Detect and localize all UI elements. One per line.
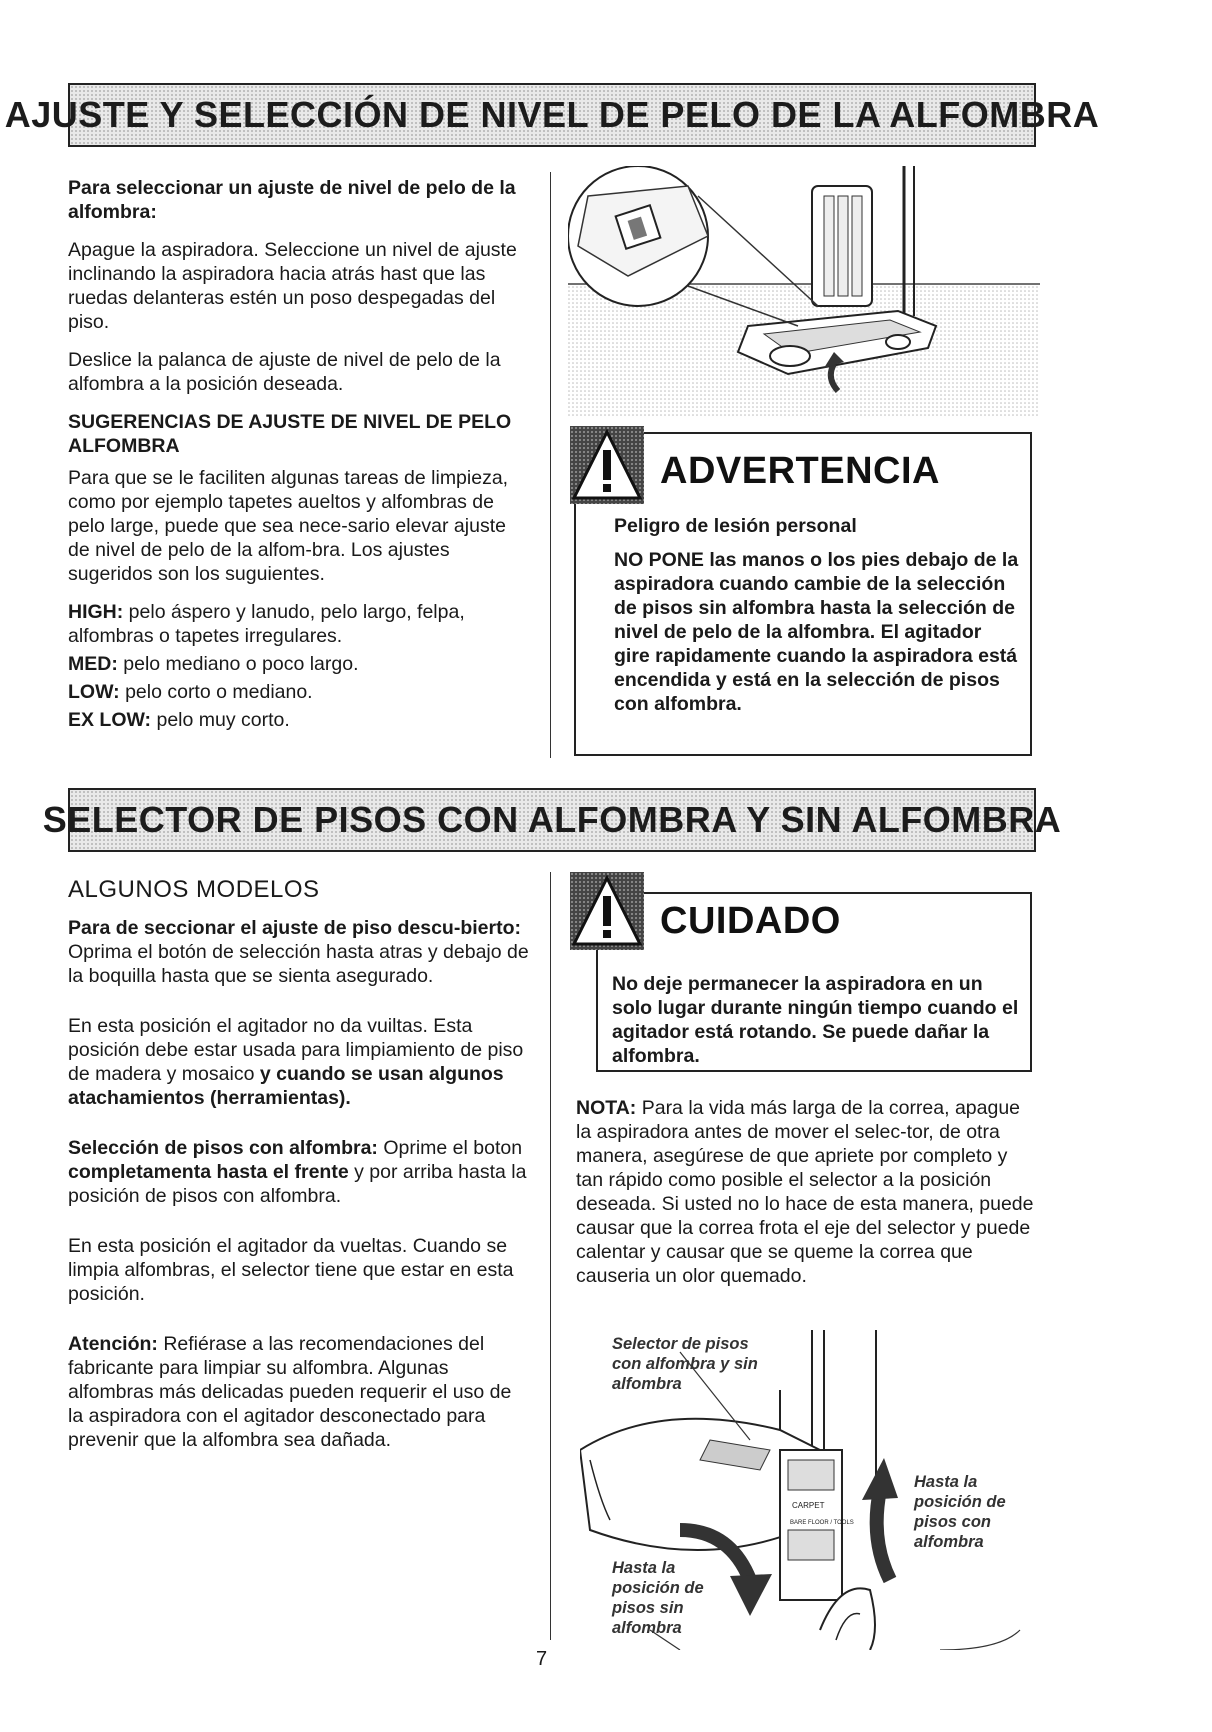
page-number: 7 [536,1648,548,1670]
setting-text: pelo áspero y lanudo, pelo largo, felpa, alfombras o tapetes irregulares. [68,601,465,647]
callout-selector: Selector de pisos con alfombra y sin alfombra [612,1335,758,1393]
callout-to-bare: Hasta la posición de pisos sin alfombra [612,1559,704,1637]
carpet-height-instructions [68,176,530,736]
note-paragraph [576,1096,1038,1302]
warning-subtitle: Peligro de lesión personal [614,515,857,537]
select-heading: Para seleccionar un ajuste de nivel de pelo de la alfombra: [68,177,516,223]
bare-floor-text: Oprima el botón de selección hasta atras y debajo de la boquilla hasta que se sienta asegurado. [68,941,529,987]
setting-label: HIGH: [68,601,124,623]
section-banner-floor-selector [42,788,1062,852]
pedal-bare-label: BARE FLOOR / TOOLS [790,1520,854,1526]
warning-title: ADVERTENCIA [660,450,940,492]
setting-text: pelo mediano o poco largo. [123,653,359,675]
note-label: NOTA: [576,1097,637,1119]
carpet-usage-paragraph: En esta posición el agitador da vueltas. Cuando se limpia alfombras, el selector tiene que estar en esta posición. [68,1235,514,1305]
attention-paragraph [68,1332,530,1452]
note-body: Para la vida más larga de la correa, apague la aspiradora antes de mover el selec-tor, de otra manera, asegúrese de que apriete por completo y tan rápido como posible el selector a la posición deseada. Si usted no lo hace de esta manera, puede causar que la correa frota el eje del selector y puede calentar y causar que se queme la correa que causeria un olor quemado. [576,1097,1034,1287]
floor-selector-instructions [68,876,530,1466]
section-banner-carpet-height [4,83,1100,147]
setting-text: pelo corto o mediano. [125,681,313,703]
setting-text: pelo muy corto. [156,709,290,731]
callout-to-carpet: Hasta la posición de pisos con alfombra [914,1473,1006,1551]
pedal-carpet-label: CARPET [792,1501,825,1510]
column-divider [550,872,551,1640]
column-divider [550,172,551,758]
carpet-select-text: y por arriba hasta la posición de pisos con alfombra. [68,1161,527,1207]
setting-item [68,680,530,704]
carpet-height-illustration [568,166,1040,416]
banner-title: AJUSTE Y SELECCIÓN DE NIVEL DE PELO DE LA ALFOMBRA [4,94,1100,135]
instruction-paragraph: Apague la aspiradora. Seleccione un nivel de ajuste inclinando la aspiradora hacia atrás hast que las ruedas delanteras estén un poso despegadas del piso. [68,239,517,333]
attention-text: Refiérase a las recomendaciones del fabricante para limpiar su alfombra. Algunas alfombras más delicadas pueden requerir el uso de la aspiradora con el agitador desconectado para prevenir que la alfombra sea dañada. [68,1333,512,1451]
carpet-select-text: Oprime el boton [377,1137,523,1159]
setting-item [68,652,530,676]
bare-floor-label: Para de seccionar el ajuste de piso descu-bierto: [68,917,521,939]
setting-label: MED: [68,653,118,675]
caution-title: CUIDADO [660,900,841,942]
setting-label: LOW: [68,681,120,703]
setting-item [68,600,530,648]
warning-icon [570,426,644,504]
warning-text [614,514,1020,722]
models-heading: ALGUNOS MODELOS [68,876,320,903]
instruction-paragraph: Deslice la palanca de ajuste de nivel de pelo de la alfombra a la posición deseada. [68,349,501,395]
banner-title: SELECTOR DE PISOS CON ALFOMBRA Y SIN ALFOMBRA [42,799,1062,840]
bare-floor-usage-paragraph [68,1014,530,1110]
tips-heading: SUGERENCIAS DE AJUSTE DE NIVEL DE PELO ALFOMBRA [68,411,512,457]
usage-emphasis: y cuando se usan algunos atachamientos (herramientas). [68,1063,504,1109]
bare-floor-paragraph [68,916,530,988]
carpet-select-paragraph [68,1136,530,1208]
carpet-select-label: Selección de pisos con alfombra: [68,1137,378,1159]
carpet-select-emphasis: completamenta hasta el frente [68,1161,349,1183]
setting-label: EX LOW: [68,709,152,731]
warning-body: NO PONE las manos o los pies debajo de la aspiradora cuando cambie de la selección de pisos sin alfombra hasta la selección de nivel de pelo de la alfombra. El agitador gire rapidamente cuando la aspiradora está encendida y está en la selección de pisos con alfombra. [614,549,1019,715]
tips-intro: Para que se le faciliten algunas tareas de limpieza, como por ejemplo tapetes aueltos y alfombras de pelo large, puede que sea nece-sario elevar ajuste de nivel de pelo de la alfom-bra. Los ajustes sugeridos son los suguientes. [68,467,509,585]
caution-icon [570,872,644,950]
setting-item [68,708,530,732]
note-text [576,1096,1038,1288]
usage-text: En esta posición el agitador no da vuiltas. Esta posición debe estar usada para limpiamiento de piso de madera y mosaico [68,1015,524,1085]
attention-label: Atención: [68,1333,158,1355]
caution-body: No deje permanecer la aspiradora en un solo lugar durante ningún tiempo cuando el agitador está rotando. Se puede dañar la alfombra. [612,973,1019,1067]
